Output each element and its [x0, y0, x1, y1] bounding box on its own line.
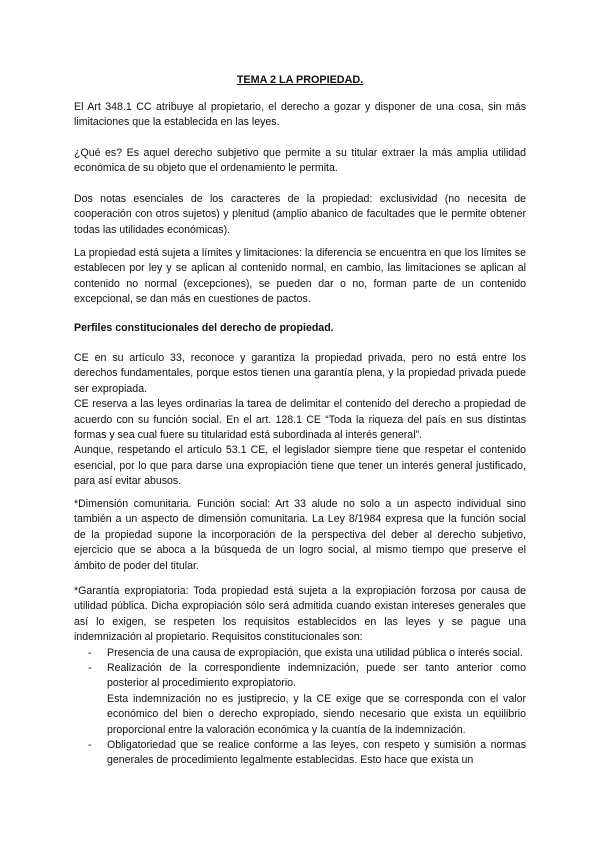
paragraph-dimension-comunitaria: [74, 497, 526, 574]
paragraph-text: El Art 348.1 CC atribuye al propietario, el derecho a gozar y disponer de una cosa, sin más limitaciones que la establecida en las leyes.: [74, 101, 526, 129]
list-bullet: -: [88, 739, 92, 752]
paragraph-text: Dos notas esenciales de los caracteres de la propiedad: exclusividad (no necesita de cooperación con otros sujetos) y plenitud (amplio abanico de facultades que le permite obtener todas las utilidades económicas).: [74, 193, 526, 236]
list-item: [74, 661, 526, 738]
paragraph-text: Aunque, respetando el artículo 53.1 CE, el legislador siempre tiene que respetar el contenido esencial, por lo que para darse una expropiación tiene que tener un interés general justificado, para así evitar abusos.: [74, 444, 526, 488]
list-item: [74, 738, 526, 769]
list-bullet: -: [88, 662, 92, 675]
paragraph-garantia-expropiatoria: [74, 584, 526, 769]
list-item-text: Realización de la correspondiente indemnización, puede ser tanto anterior como posterior al procedimiento expropiatorio.: [107, 662, 526, 690]
paragraph-text: CE en su artículo 33, reconoce y garantiza la propiedad privada, pero no está entre los derechos fundamentales, porque estos tienen una garantía plena, y la propiedad privada puede ser expropiada.: [74, 352, 526, 395]
list-item-text: Presencia de una causa de expropiación, que exista una utilidad pública o interés social.: [107, 646, 523, 659]
list-item-text: Obligatoriedad que se realice conforme a las leyes, con respeto y sumisión a normas generales de procedimiento legalmente establecidas. Esto hace que exista un: [107, 739, 526, 767]
paragraph-text: ¿Qué es? Es aquel derecho subjetivo que permite a su titular extraer la más amplia utilidad económica de su objeto que el ordenamiento le permita.: [74, 147, 526, 175]
paragraph-notas-esenciales: [74, 192, 526, 238]
paragraph-que-es: [74, 146, 526, 177]
paragraph-text: *Dimensión comunitaria. Función social: Art 33 alude no solo a un aspecto individual sino también a un aspecto de dimensión comunitaria. La Ley 8/1984 expresa que la función social de la propiedad supone la incorporación de la perspectiva del deber al derecho subjetivo, ejercicio que se aboca a la búsqueda de un logro social, al mismo tiempo que preserve el ámbito de poder del titular.: [74, 498, 526, 572]
section-heading: Perfiles constitucionales del derecho de propiedad.: [74, 322, 334, 334]
page-title: TEMA 2 LA PROPIEDAD.: [236, 74, 364, 86]
requirements-list: [74, 646, 526, 769]
paragraph-text: CE reserva a las leyes ordinarias la tarea de delimitar el contenido del derecho a propiedad de acuerdo con su función social. En el art. 128.1 CE “Toda la riqueza del país en sus distintas formas y sea cual fuere su titularidad está subordinada al interés general”.: [74, 398, 526, 442]
paragraph-text: *Garantía expropiatoria: Toda propiedad está sujeta a la expropiación forzosa por causa de utilidad pública. Dicha expropiación sólo será admitida cuando existan intereses generales que así lo exigen, se respeten los requisitos establecidos en las leyes y se pague una indemnización al propietario. Requisitos constitucionales son:: [74, 585, 526, 644]
paragraph-limites: [74, 246, 526, 308]
paragraph-ce-articulo-33: [74, 351, 526, 490]
paragraph-art-348: [74, 100, 526, 131]
paragraph-text: La propiedad está sujeta a límites y limitaciones: la diferencia se encuentra en que los límites se establecen por ley y se aplican al contenido normal, en cambio, las limitaciones se aplican al contenido no normal (excepciones), se pueden dar o no, forman parte de un contenido excepcional, se dan más en cuestiones de pactos.: [74, 247, 526, 306]
list-bullet: -: [88, 646, 92, 659]
list-item-subtext: Esta indemnización no es justiprecio, y la CE exige que se corresponda con el valor económico del bien o derecho expropiado, siendo necesario que exista un equilibrio proporcional entre la valoración económica y la cuantía de la indemnización.: [107, 692, 526, 736]
list-item: [74, 646, 526, 661]
